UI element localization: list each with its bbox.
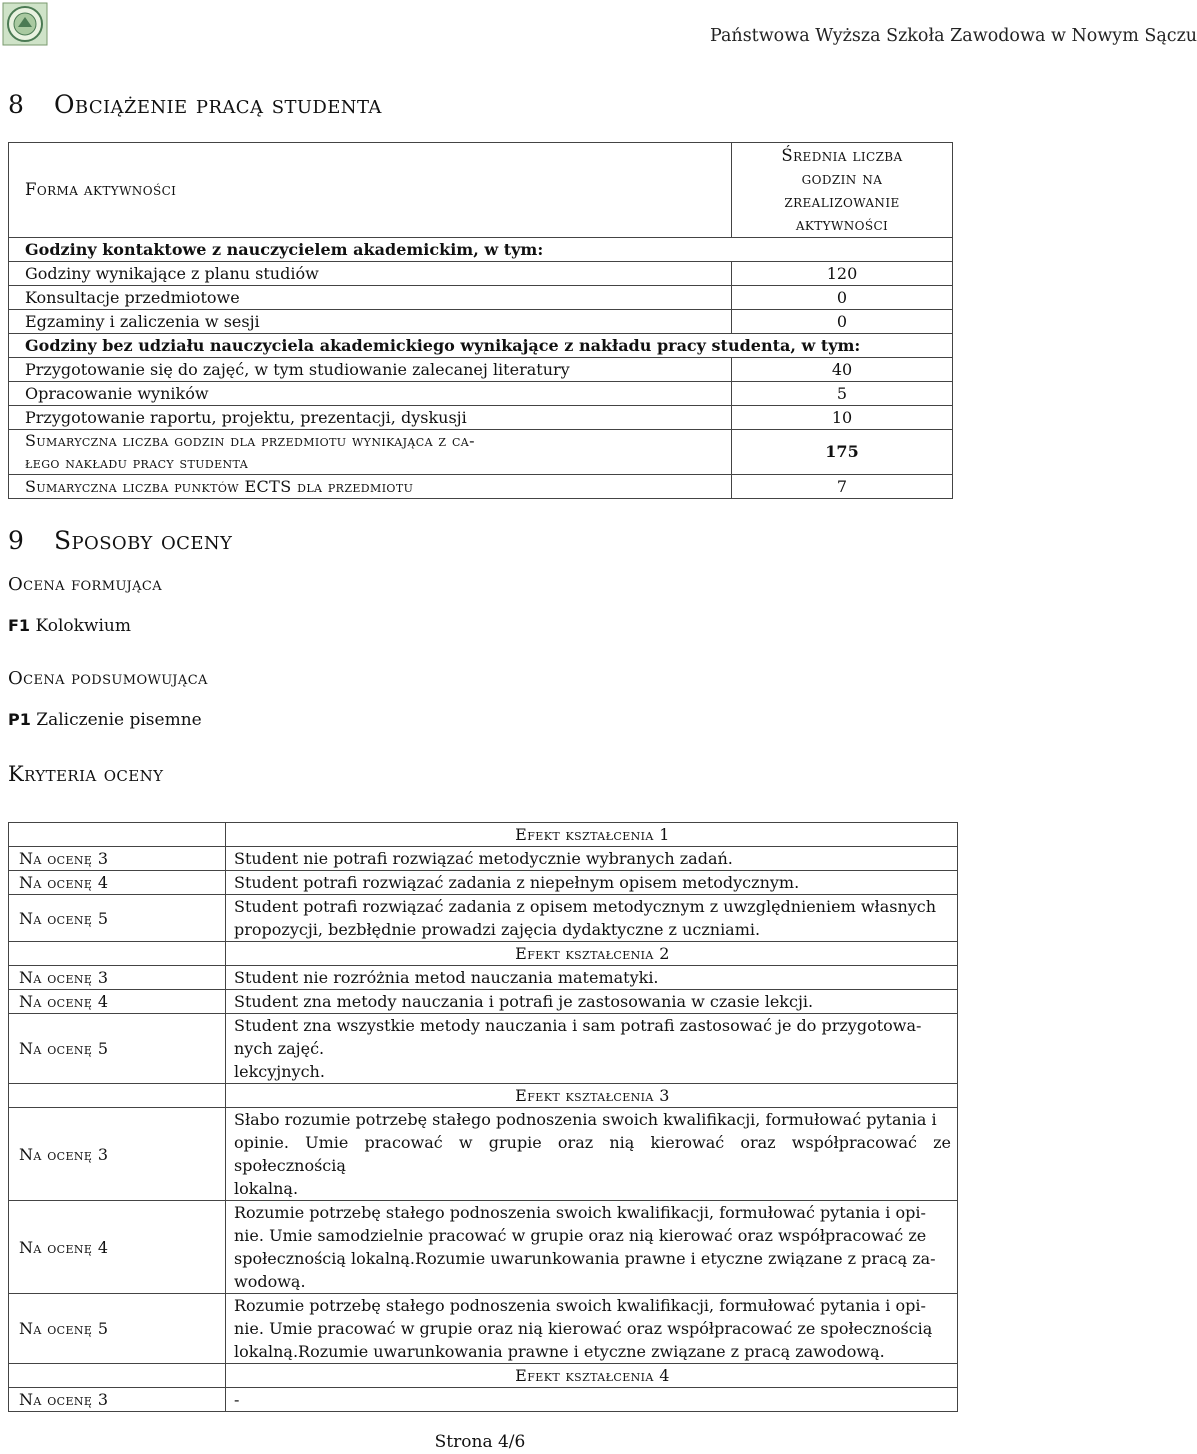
effect-spacer — [9, 1084, 226, 1108]
workload-row — [9, 286, 953, 310]
item-code: P1 — [8, 710, 31, 729]
description-line: propozycji, bezbłędnie prowadzi zajęcia dydaktyczne z uczniami. — [234, 920, 761, 939]
workload-activity-label: Przygotowanie się do zajęć, w tym studiowanie zalecanej literatury — [9, 358, 732, 382]
description-line: wodową. — [234, 1272, 306, 1291]
section-8-heading — [8, 90, 382, 119]
sum-hours-value: 175 — [732, 430, 953, 475]
sum-hours-label-line: Sumaryczna liczba godzin dla przedmiotu wynikająca z ca- — [25, 431, 475, 450]
effect-row — [9, 1364, 958, 1388]
workload-hours-value: 0 — [732, 310, 953, 334]
university-seal-icon — [2, 2, 48, 46]
grade-label: Na ocenę 3 — [9, 847, 226, 871]
institution-name: Państwowa Wyższa Szkoła Zawodowa w Nowym Sączu — [710, 26, 1197, 46]
section-9-heading — [8, 526, 232, 555]
grade-row — [9, 1201, 958, 1294]
workload-activity-label: Opracowanie wyników — [9, 382, 732, 406]
hours-header-line: zrealizowanie — [784, 192, 900, 211]
effect-row — [9, 942, 958, 966]
formative-item — [8, 616, 131, 636]
effect-row — [9, 1084, 958, 1108]
workload-activity-label: Egzaminy i zaliczenia w sesji — [9, 310, 732, 334]
grade-description — [226, 1014, 958, 1084]
sum-ects-value: 7 — [732, 475, 953, 499]
criteria-title: Kryteria oceny — [8, 762, 164, 786]
hours-header-line: aktywności — [795, 215, 889, 234]
description-line: Rozumie potrzebę stałego podnoszenia swoich kwalifikacji, formułować pytania i opi- — [234, 1296, 926, 1315]
workload-activity-label: Konsultacje przedmiotowe — [9, 286, 732, 310]
description-line: Rozumie potrzebę stałego podnoszenia swoich kwalifikacji, formułować pytania i opi- — [234, 1203, 926, 1222]
grade-description — [226, 1108, 958, 1201]
description-line: lokalną.Rozumie uwarunkowania prawne i etyczne związane z pracą zawodową. — [234, 1342, 885, 1361]
grade-description — [226, 895, 958, 942]
section-title: Obciążenie pracą studenta — [54, 90, 382, 119]
grade-label: Na ocenę 5 — [9, 1014, 226, 1084]
effect-title: Efekt kształcenia 4 — [226, 1364, 958, 1388]
section-title: Sposoby oceny — [54, 526, 233, 555]
effect-spacer — [9, 942, 226, 966]
item-code: F1 — [8, 616, 31, 635]
workload-row — [9, 382, 953, 406]
effect-title: Efekt kształcenia 1 — [226, 823, 958, 847]
grade-description — [226, 966, 958, 990]
effect-title: Efekt kształcenia 2 — [226, 942, 958, 966]
sum-hours-label-line: łego nakładu pracy studenta — [25, 453, 249, 472]
workload-activity-label: Godziny wynikające z planu studiów — [9, 262, 732, 286]
workload-header-row — [9, 143, 953, 238]
grade-row — [9, 1294, 958, 1364]
summative-assessment-title: Ocena podsumowująca — [8, 668, 208, 689]
sum-ects-label: Sumaryczna liczba punktów ECTS dla przedmiotu — [9, 475, 732, 499]
workload-hours-value: 10 — [732, 406, 953, 430]
description-line: Słabo rozumie potrzebę stałego podnoszenia swoich kwalifikacji, formułować pytania i — [234, 1110, 937, 1129]
grade-row — [9, 871, 958, 895]
criteria-table — [8, 822, 958, 1412]
description-line: Student potrafi rozwiązać zadania z opisem metodycznym z uwzględnieniem własnych — [234, 897, 937, 916]
description-line: - — [234, 1390, 240, 1409]
section-number: 9 — [8, 526, 24, 555]
workload-row — [9, 406, 953, 430]
effect-title: Efekt kształcenia 3 — [226, 1084, 958, 1108]
description-line: Student nie potrafi rozwiązać metodycznie wybranych zadań. — [234, 849, 733, 868]
grade-row — [9, 1108, 958, 1201]
description-line: lokalną. — [234, 1179, 299, 1198]
grade-description — [226, 1388, 958, 1412]
description-line: społecznością lokalną.Rozumie uwarunkowania prawne i etyczne związane z pracą za- — [234, 1249, 936, 1268]
item-text: Kolokwium — [35, 616, 131, 636]
grade-description — [226, 990, 958, 1014]
grade-description — [226, 871, 958, 895]
description-line: Student zna wszystkie metody nauczania i sam potrafi zastosować je do przygotowa- — [234, 1016, 922, 1035]
grade-description — [226, 847, 958, 871]
grade-row — [9, 847, 958, 871]
workload-row — [9, 334, 953, 358]
grade-row — [9, 966, 958, 990]
workload-hours-value: 5 — [732, 382, 953, 406]
grade-label: Na ocenę 4 — [9, 1201, 226, 1294]
page-number: Strona 4/6 — [434, 1432, 526, 1452]
grade-description — [226, 1294, 958, 1364]
description-line: nych zajęć. — [234, 1039, 325, 1058]
item-text: Zaliczenie pisemne — [36, 710, 202, 730]
description-line: lekcyjnych. — [234, 1062, 325, 1081]
grade-label: Na ocenę 5 — [9, 895, 226, 942]
grade-label: Na ocenę 3 — [9, 966, 226, 990]
grade-row — [9, 1388, 958, 1412]
effect-spacer — [9, 1364, 226, 1388]
effect-row — [9, 823, 958, 847]
summative-item — [8, 710, 202, 730]
workload-table — [8, 142, 953, 499]
workload-hours-value: 120 — [732, 262, 953, 286]
grade-row — [9, 990, 958, 1014]
workload-row — [9, 262, 953, 286]
grade-description — [226, 1201, 958, 1294]
page-header — [0, 0, 1197, 60]
formative-assessment-title: Ocena formująca — [8, 574, 162, 595]
workload-row — [9, 358, 953, 382]
activity-column-header: Forma aktywności — [9, 143, 732, 238]
sum-ects-row — [9, 475, 953, 499]
grade-row — [9, 895, 958, 942]
grade-label: Na ocenę 3 — [9, 1388, 226, 1412]
effect-spacer — [9, 823, 226, 847]
description-line: nie. Umie pracować w grupie oraz nią kierować oraz współpracować ze społecznością — [234, 1319, 933, 1338]
grade-label: Na ocenę 3 — [9, 1108, 226, 1201]
workload-hours-value: 40 — [732, 358, 953, 382]
grade-label: Na ocenę 4 — [9, 990, 226, 1014]
description-line: nie. Umie samodzielnie pracować w grupie oraz nią kierować oraz współpracować ze — [234, 1226, 927, 1245]
workload-group-label: Godziny kontaktowe z nauczycielem akademickim, w tym: — [9, 238, 953, 262]
workload-row — [9, 310, 953, 334]
grade-row — [9, 1014, 958, 1084]
sum-hours-row — [9, 430, 953, 475]
grade-label: Na ocenę 5 — [9, 1294, 226, 1364]
workload-activity-label: Przygotowanie raportu, projektu, prezentacji, dyskusji — [9, 406, 732, 430]
hours-header-line: Średnia liczba — [781, 146, 903, 165]
hours-column-header — [732, 143, 953, 238]
workload-hours-value: 0 — [732, 286, 953, 310]
description-line: Student nie rozróżnia metod nauczania matematyki. — [234, 968, 659, 987]
description-line: opinie. Umie pracować w grupie oraz nią kierować oraz współpracować ze społecznością — [234, 1133, 951, 1175]
hours-header-line: godzin na — [801, 169, 883, 188]
description-line: Student zna metody nauczania i potrafi je zastosowania w czasie lekcji. — [234, 992, 814, 1011]
workload-group-label: Godziny bez udziału nauczyciela akademickiego wynikające z nakładu pracy studenta, w tym: — [9, 334, 953, 358]
description-line: Student potrafi rozwiązać zadania z niepełnym opisem metodycznym. — [234, 873, 800, 892]
workload-row — [9, 238, 953, 262]
section-number: 8 — [8, 90, 24, 119]
grade-label: Na ocenę 4 — [9, 871, 226, 895]
sum-hours-label — [9, 430, 732, 475]
